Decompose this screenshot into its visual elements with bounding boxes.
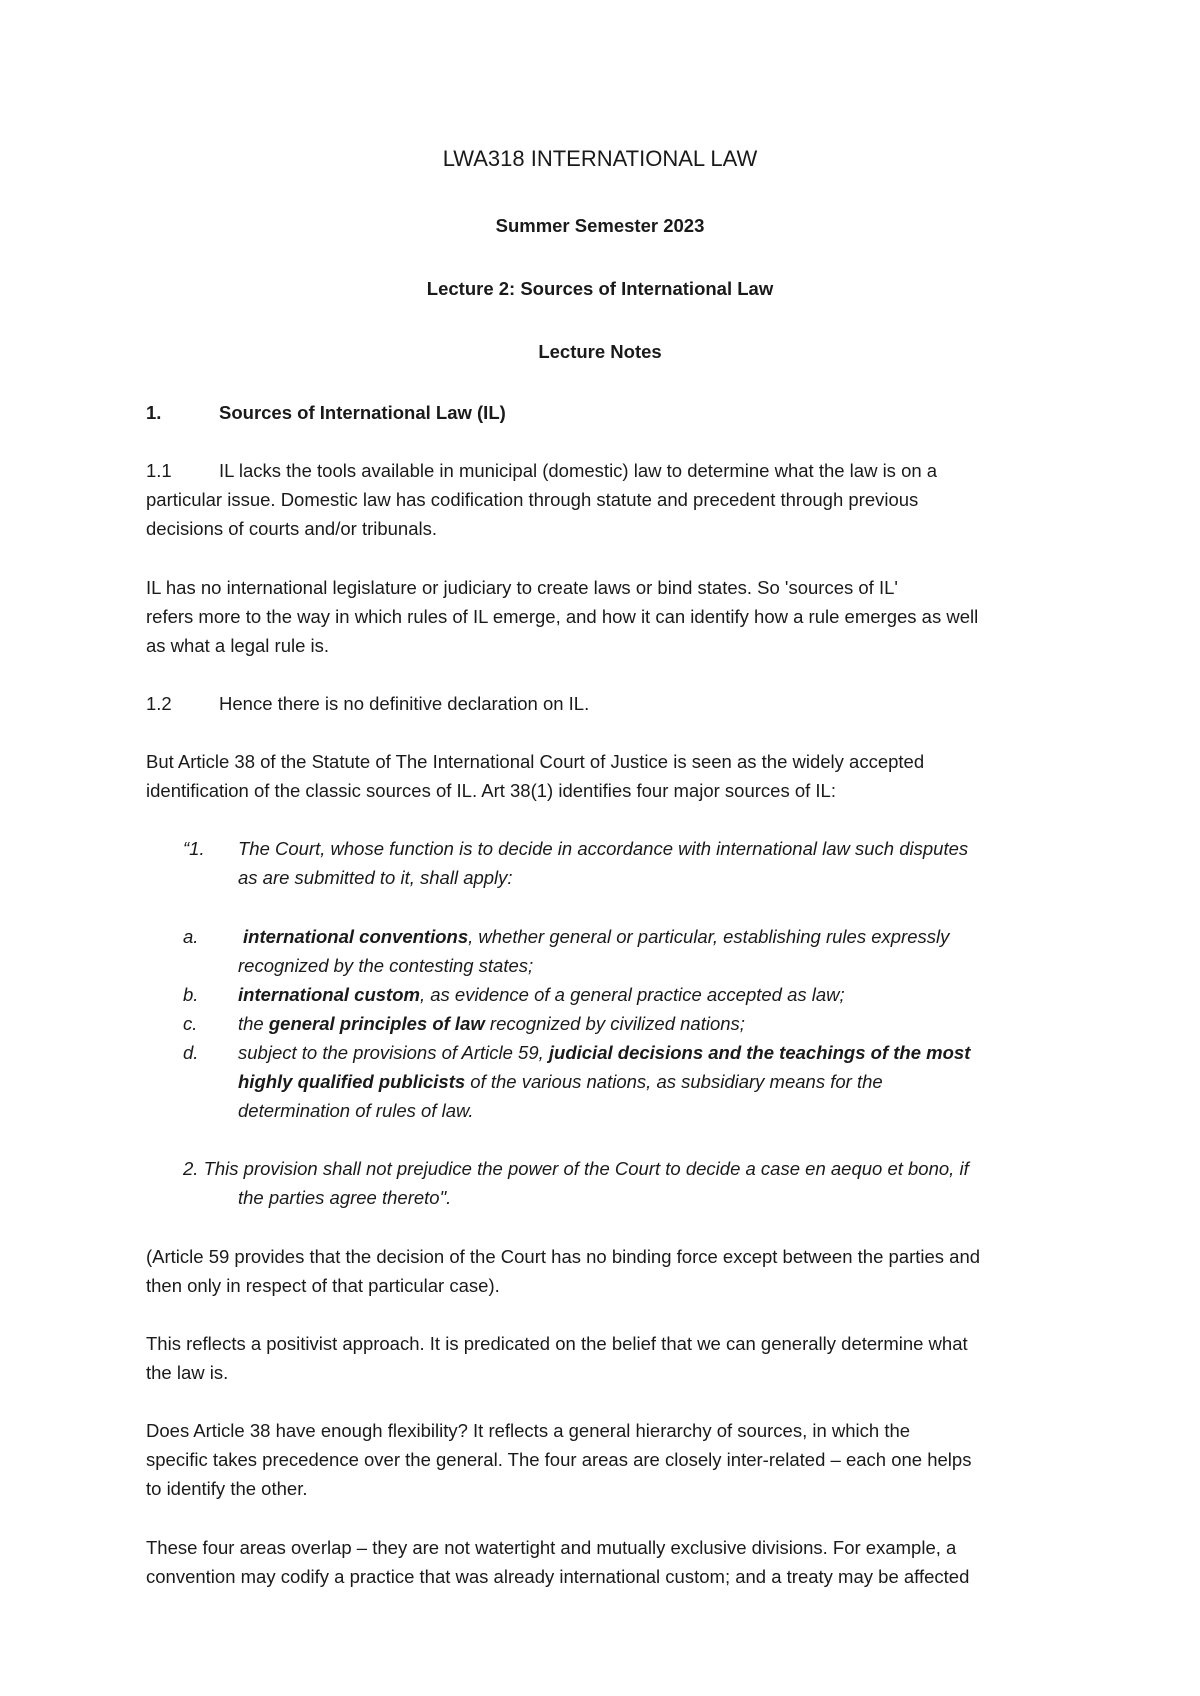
paragraph-line: Hence there is no definitive declaration on IL. <box>219 693 590 714</box>
quote-line: the parties agree thereto". <box>238 1187 452 1208</box>
paragraph-line: to identify the other. <box>146 1478 308 1499</box>
semester-heading: Summer Semester 2023 <box>495 215 705 236</box>
quote-line: determination of rules of law. <box>238 1100 474 1121</box>
paragraph-line: specific takes precedence over the general. The four areas are closely inter-related – each one helps <box>146 1449 972 1470</box>
emphasis-text: international custom <box>238 984 420 1005</box>
quote-text: , whether general or particular, establishing rules expressly <box>468 926 950 947</box>
emphasis-text: international conventions <box>243 926 469 947</box>
quote-line: as are submitted to it, shall apply: <box>238 867 513 888</box>
list-label: b. <box>183 984 199 1005</box>
paragraph-number: 1.2 <box>146 693 172 714</box>
section-title: Sources of International Law (IL) <box>219 402 506 423</box>
paragraph-line: But Article 38 of the Statute of The International Court of Justice is seen as the widely accepted <box>146 751 925 772</box>
quote-line <box>238 1015 745 1034</box>
paragraph-line: These four areas overlap – they are not watertight and mutually exclusive divisions. For example, a <box>146 1537 957 1558</box>
paragraph-line: particular issue. Domestic law has codification through statute and precedent through previous <box>146 489 919 510</box>
lecture-notes-heading: Lecture Notes <box>538 341 662 362</box>
paragraph-line: as what a legal rule is. <box>146 635 330 656</box>
section-number: 1. <box>146 402 162 423</box>
emphasis-text: judicial decisions and the teachings of the most <box>548 1042 971 1063</box>
quote-text: recognized by civilized nations; <box>484 1013 745 1034</box>
paragraph-line: decisions of courts and/or tribunals. <box>146 518 438 539</box>
document-title: LWA318 INTERNATIONAL LAW <box>442 146 758 171</box>
quote-text: , as evidence of a general practice accepted as law; <box>419 984 845 1005</box>
quote-text: of the various nations, as subsidiary means for the <box>465 1071 883 1092</box>
list-label: a. <box>183 926 199 947</box>
quote-text: subject to the provisions of Article 59, <box>238 1042 549 1063</box>
quote-text: the <box>238 1013 269 1034</box>
paragraph-line: refers more to the way in which rules of IL emerge, and how it can identify how a rule emerges as well <box>146 606 979 627</box>
emphasis-text: highly qualified publicists <box>238 1071 466 1092</box>
paragraph-line: IL lacks the tools available in municipal (domestic) law to determine what the law is on a <box>219 460 938 481</box>
paragraph-number: 1.1 <box>146 460 172 481</box>
paragraph-line: IL has no international legislature or judiciary to create laws or bind states. So 'sources of IL' <box>146 577 898 598</box>
quote-line: recognized by the contesting states; <box>238 955 534 976</box>
quote-line <box>238 1044 970 1063</box>
quote-line <box>238 986 845 1005</box>
paragraph-line: then only in respect of that particular case). <box>146 1275 500 1296</box>
paragraph-line: This reflects a positivist approach. It is predicated on the belief that we can generally determine what <box>146 1333 968 1354</box>
paragraph-line: Does Article 38 have enough flexibility? It reflects a general hierarchy of sources, in which the <box>146 1420 911 1441</box>
quote-line: 2. This provision shall not prejudice the power of the Court to decide a case en aequo et bono, if <box>183 1158 969 1179</box>
paragraph-line: identification of the classic sources of IL. Art 38(1) identifies four major sources of IL: <box>146 780 836 801</box>
paragraph-line: convention may codify a practice that was already international custom; and a treaty may be affected <box>146 1566 970 1587</box>
quote-line <box>243 928 949 947</box>
quote-number: “1. <box>183 838 205 859</box>
lecture-heading: Lecture 2: Sources of International Law <box>426 278 774 299</box>
list-label: d. <box>183 1042 199 1063</box>
quote-line: The Court, whose function is to decide in accordance with international law such disputes <box>238 838 969 859</box>
paragraph-line: (Article 59 provides that the decision of the Court has no binding force except between the parties and <box>146 1246 981 1267</box>
emphasis-text: general principles of law <box>268 1013 485 1034</box>
paragraph-line: the law is. <box>146 1362 229 1383</box>
quote-line <box>238 1073 883 1092</box>
list-label: c. <box>183 1013 198 1034</box>
